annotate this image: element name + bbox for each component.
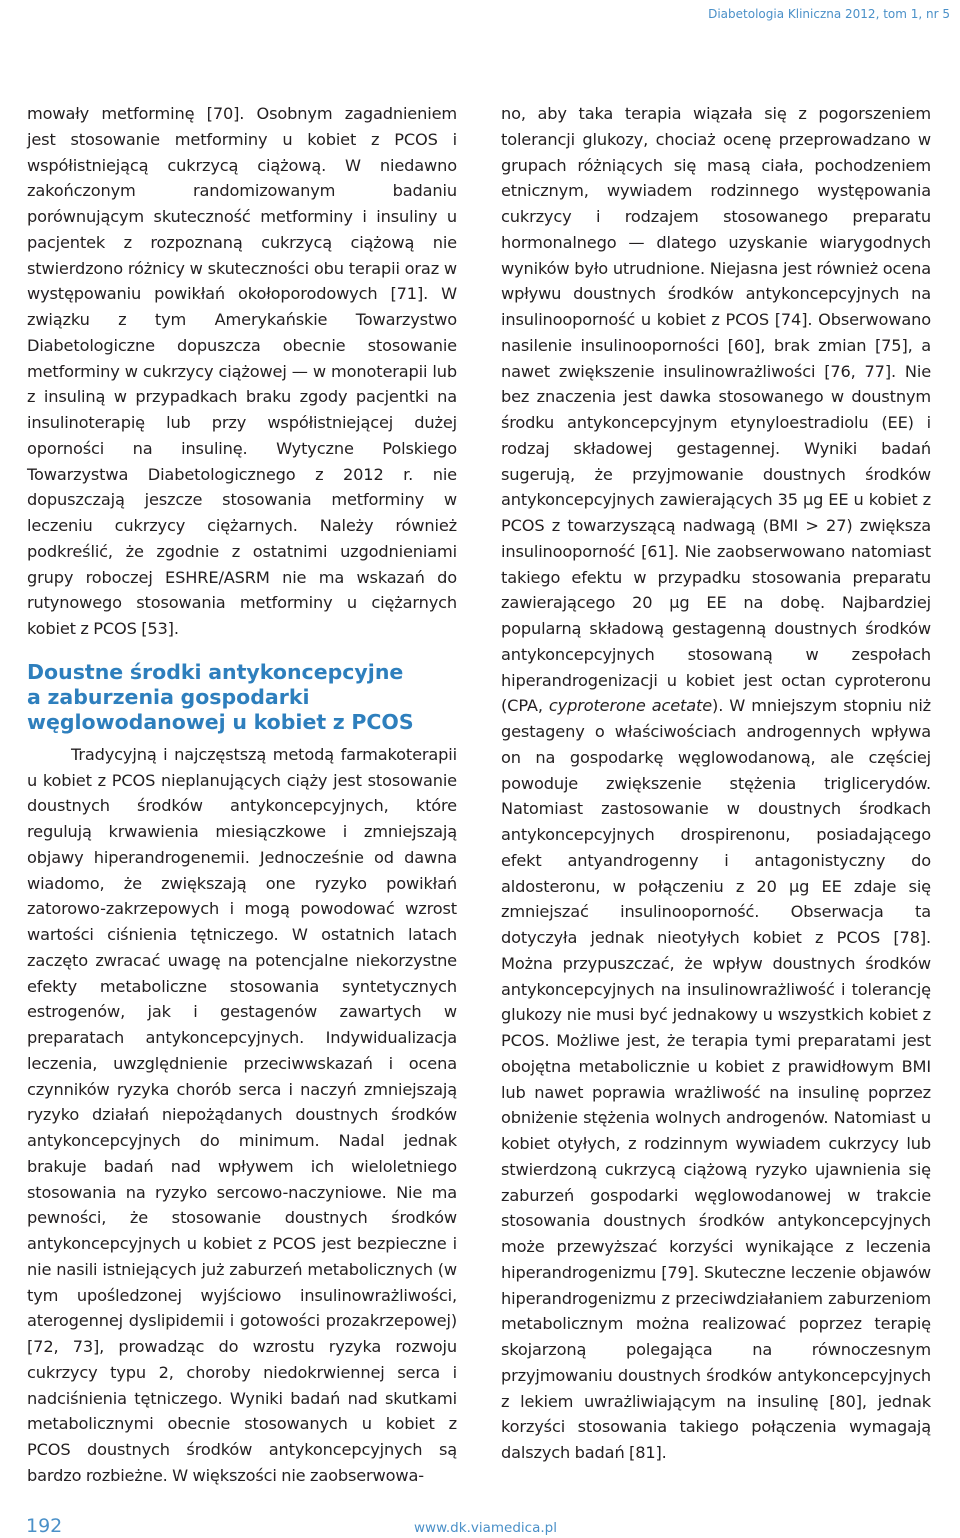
section-heading-line: węglowodanowej u kobiet z PCOS [27,709,414,734]
left-column [27,101,457,1489]
running-header: Diabetologia Kliniczna 2012, tom 1, nr 5 [708,7,950,21]
body-paragraph: mowały metforminę [70]. Osobnym zagadnieniem jest stosowanie metforminy u kobiet z PCOS i współistniejącą cukrzycą ciążową. W niedawno zakończonym randomizowanym badaniu porównującym skuteczność metforminy i insuliny u pacjentek z rozpoznaną cukrzycą ciążową nie stwierdzono różnicy w skuteczności obu terapii oraz w występowaniu powikłań okołoporodowych [71]. W związku z tym Amerykańskie Towarzystwo Diabetologiczne dopuszcza obecnie stosowanie metforminy w cukrzycy ciążowej — w monoterapii lub z insuliną w przypadkach braku zgody pacjentki na insulinoterapię lub przy współistniejącej dużej oporności na insulinę. Wytyczne Polskiego Towarzystwa Diabetologicznego z 2012 r. nie dopuszczają jeszcze stosowania metforminy w leczeniu cukrzycy ciężarnych. Należy również podkreślić, że zgodnie z ostatnimi uzgodnieniami grupy roboczej ESHRE/ASRM nie ma wskazań do rutynowego stosowania metforminy u ciężarnych kobiet z PCOS [53]. [27,104,457,638]
section-heading [27,660,457,735]
body-paragraph: Tradycyjną i najczęstszą metodą farmakoterapii u kobiet z PCOS nieplanujących ciąży jest stosowanie doustnych środków antykoncepcyjnych, które regulują krwawienia miesiączkowe i zmniejszają objawy hiperandrogenemii. Jednocześnie od dawna wiadomo, że zwiększają one ryzyko powikłań zatorowo-zakrzepowych i mogą powodować wzrost wartości ciśnienia tętniczego. W ostatnich latach zaczęto zwracać uwagę na potencjalne niekorzystne efekty metaboliczne stosowania syntetycznych estrogenów, jak i gestagenów zawartych w preparatach antykoncepcyjnych. Indywidualizacja leczenia, uwzględnienie przeciwwskazań i ocena czynników ryzyka chorób serca i naczyń zmniejszają ryzyko działań niepożądanych doustnych środków antykoncepcyjnych do minimum. Nadal jednak brakuje badań nad wpływem ich wieloletniego stosowania na ryzyko sercowo-naczyniowe. Nie ma pewności, że stosowanie doustnych środków antykoncepcyjnych u kobiet z PCOS jest bezpieczne i nie nasili istniejących już zaburzeń metabolicznych (w tym upośledzonej wyjściowo insulinowrażliwości, aterogennej dyslipidemii i gotowości prozakrzepowej) [72, 73], prowadząc do wzrostu ryzyka rozwoju cukrzycy typu 2, choroby niedokrwiennej serca i nadciśnienia tętniczego. Wyniki badań nad skutkami metabolicznymi obecnie stosowanych u kobiet z PCOS doustnych środków antykoncepcyjnych są bardzo rozbieżne. W większości nie zaobserwowa- [27,744,457,1485]
body-paragraph [501,101,931,1466]
journal-url[interactable]: www.dk.viamedica.pl [414,1520,557,1536]
right-column [501,101,931,1466]
page-number: 192 [26,1515,63,1537]
section-heading-line: Doustne środki antykoncepcyjne [27,659,404,684]
italic-term: cyproterone acetate [548,696,713,716]
body-text: ). W mniejszym stopniu niż gestageny o właściwościach androgennych wpływa on na gospodarkę węglowodanową, ale częściej powoduje zwiększenie stężenia triglicerydów. Natomiast zastosowanie w doustnych środkach antykoncepcyjnych drospirenonu, posiadającego efekt antyandrogenny i antagonistyczny do aldosteronu, w połączeniu z 20 µg EE zdaje się zmniejszać insulinooporność. Obserwacja ta dotyczyła jednak nieotyłych kobiet z PCOS [78]. Można przypuszczać, że wpływ doustnych środków antykoncepcyjnych na insulinowrażliwość i tolerancję glukozy nie musi być jednakowy u wszystkich kobiet z PCOS. Możliwe jest, że terapia tymi preparatami jest obojętna metabolicznie u kobiet z prawidłowym BMI lub nawet poprawia wrażliwość na insulinę poprzez obniżenie stężenia wolnych androgenów. Natomiast u kobiet otyłych, z rodzinnym wywiadem cukrzycy lub stwierdzoną cukrzycą ciążową ryzyko ujawnienia się zaburzeń gospodarki węglowodanowej w trakcie stosowania doustnych środków antykoncepcyjnych może przewyższać korzyści wynikające z leczenia hiperandrogenizmu [79]. Skuteczne leczenie objawów hiperandrogenizmu z przeciwdziałaniem zaburzeniom metabolicznym można realizować poprzez terapię skojarzoną polegająca na równoczesnym przyjmowaniu doustnych środków antykoncepcyjnych z lekiem uwrażliwiającym na insulinę [80], jednak korzyści stosowania takiego połączenia wymagają dalszych badań [81]. [501,696,932,1462]
section-heading-line: a zaburzenia gospodarki [27,684,310,709]
body-text: no, aby taka terapia wiązała się z pogorszeniem tolerancji glukozy, chociaż ocenę przeprowadzano w grupach różniących się masą ciała, pochodzeniem etnicznym, wywiadem rodzinnego występowania cukrzycy i rodzajem stosowanego preparatu hormonalnego — dlatego uzyskanie wiarygodnych wyników było utrudnione. Niejasna jest również ocena wpływu doustnych środków antykoncepcyjnych na insulinooporność u kobiet z PCOS [74]. Obserwowano nasilenie insulinooporności [60], brak zmian [75], a nawet zwiększenie insulinowrażliwości [76, 77]. Nie bez znaczenia jest dawka stosowanego w doustnym środku antykoncepcyjnym etynyloestradiolu (EE) i rodzaj składowej gestagennej. Wyniki badań sugerują, że przyjmowanie doustnych środków antykoncepcyjnych zawierających 35 µg EE u kobiet z PCOS z towarzyszącą nadwagą (BMI > 27) zwiększa insulinooporność [61]. Nie zaobserwowano natomiast takiego efektu w przypadku stosowania preparatu zawierającego 20 µg EE na dobę. Najbardziej popularną składową gestagenną doustnych środków antykoncepcyjnych stosowaną w zespołach hiperandrogenizacji u kobiet jest octan cyproteronu (CPA, [501,104,931,716]
